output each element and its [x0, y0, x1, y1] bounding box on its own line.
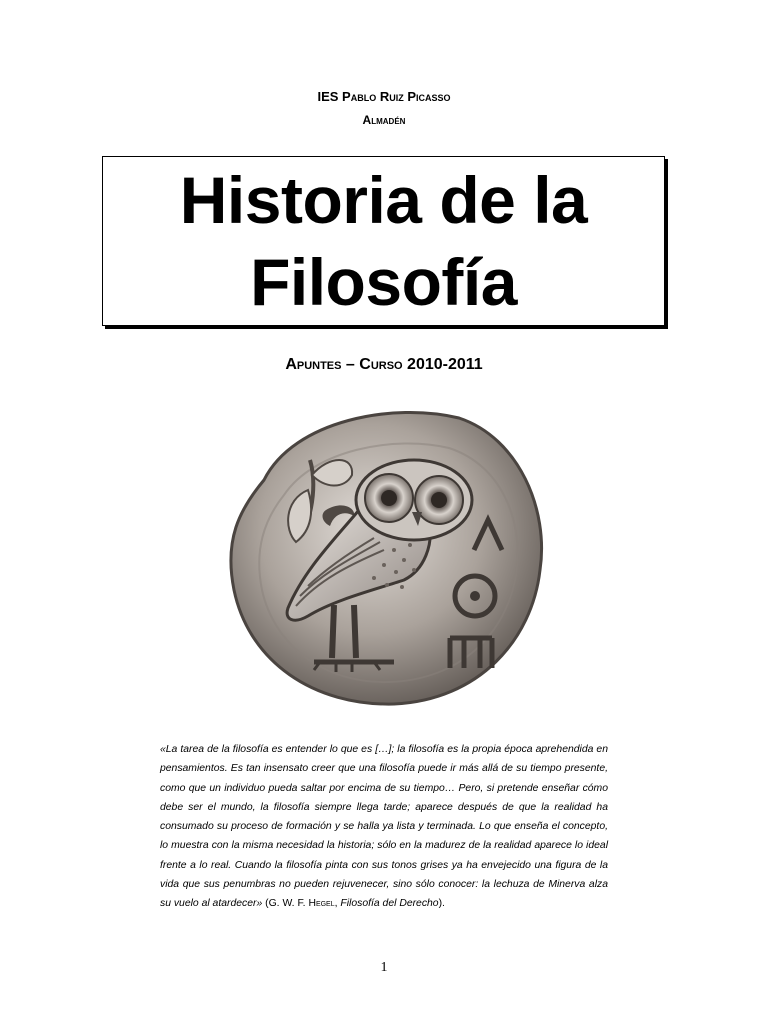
quote-text: «La tarea de la filosofía es entender lo que es […]; la filosofía es la propia época aprehendida en pensamientos. Es tan insensato creer que una filosofía puede ir más allá de su tiempo presente, como que un individuo pueda saltar por encima de su tiempo… Pero, si pretende enseñar cómo debe ser el mundo, la filosofía siempre llega tarde; aparece después de que la realidad ha consumado su proceso de formación y se halla ya lista y terminada. Lo que enseña el concepto, lo muestra con la misma necesidad la historia; sólo en la madurez de la realidad aparece lo ideal frente a lo real. Cuando la filosofía pinta con sus tonos grises ya ha envejecido una figura de la vida que sus penumbras no pueden rejuvenecer, sino sólo conocer: la lechuza de Minerva alza su vuelo al atardecer» — [160, 744, 608, 910]
course-subtitle: Apuntes – Curso 2010-2011 — [285, 356, 483, 373]
quote-attribution-open: (G. W. F. — [262, 898, 309, 910]
title-box — [102, 156, 665, 326]
town-name: Almadén — [362, 113, 406, 127]
hegel-quote — [160, 740, 608, 914]
document-title — [103, 159, 664, 323]
owl-coin-illustration — [224, 400, 546, 706]
title-line-1: Historia de la — [179, 163, 588, 237]
quote-comma: , — [334, 898, 341, 910]
quote-author: Hegel — [308, 898, 335, 910]
title-line-2: Filosofía — [250, 245, 517, 319]
athenian-owl-coin-image — [224, 400, 546, 706]
quote-attribution-close: ). — [438, 898, 445, 910]
school-name: IES Pablo Ruiz Picasso — [317, 89, 451, 104]
quote-work: Filosofía del Derecho — [340, 898, 439, 910]
page-number: 1 — [380, 960, 388, 975]
